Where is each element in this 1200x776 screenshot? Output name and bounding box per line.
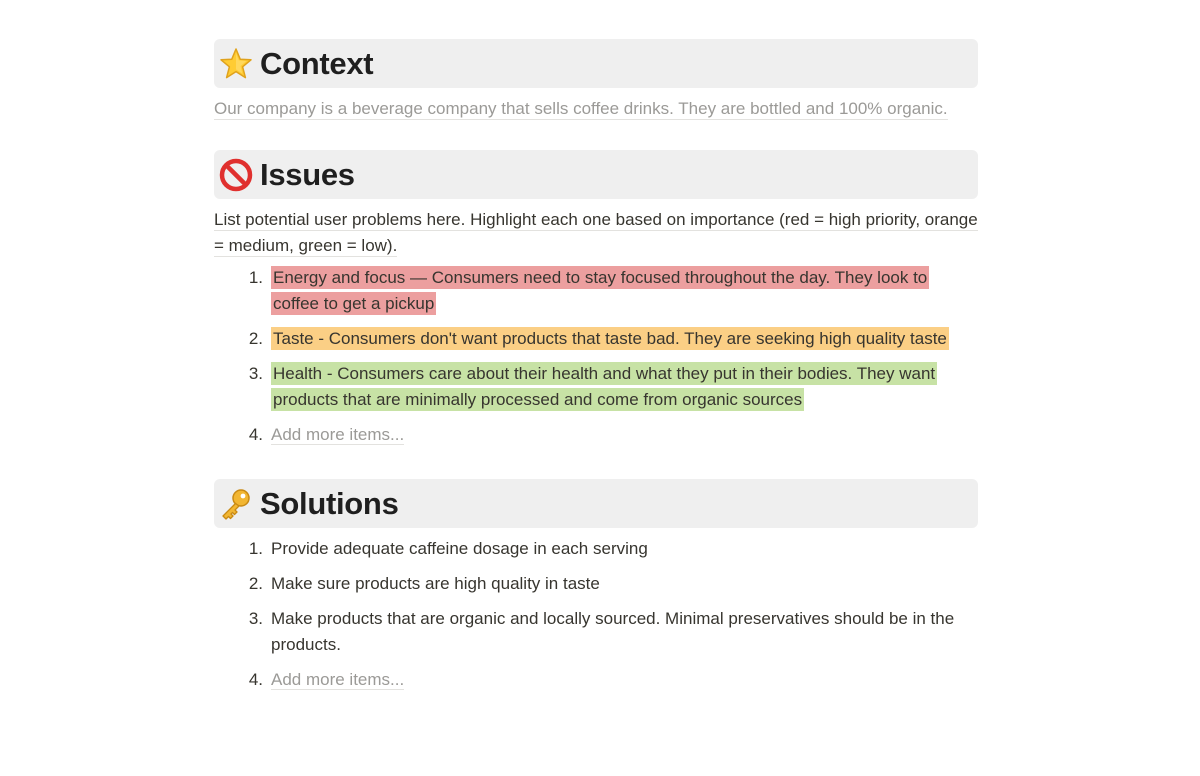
solutions-title: Solutions bbox=[260, 485, 399, 521]
list-number: 2. bbox=[248, 574, 263, 593]
solutions-header[interactable] bbox=[214, 479, 978, 528]
issues-title: Issues bbox=[260, 156, 355, 192]
context-header[interactable] bbox=[214, 39, 978, 88]
issue-high-priority: Energy and focus — Consumers need to stay focused throughout the day. They look to coffee to get a pickup bbox=[273, 268, 928, 313]
issue-medium-priority: Taste - Consumers don't want products that taste bad. They are seeking high quality taste bbox=[273, 329, 947, 348]
list-item[interactable] bbox=[214, 422, 978, 448]
context-title: Context bbox=[260, 45, 374, 81]
list-item[interactable] bbox=[214, 606, 978, 658]
list-number: 4. bbox=[248, 670, 263, 689]
issue-low-priority: Health - Consumers care about their health and what they put in their bodies. They want products that are minimally processed and come from organic sources bbox=[273, 364, 936, 409]
list-item[interactable] bbox=[214, 326, 978, 352]
list-item[interactable] bbox=[214, 536, 978, 562]
issues-header[interactable] bbox=[214, 150, 978, 199]
solution-text: Make products that are organic and locally sourced. Minimal preservatives should be in the products. bbox=[271, 609, 955, 654]
add-more-placeholder: Add more items... bbox=[271, 425, 405, 444]
solution-text: Provide adequate caffeine dosage in each serving bbox=[271, 539, 648, 558]
list-item[interactable] bbox=[214, 361, 978, 413]
no-entry-icon bbox=[218, 157, 254, 193]
document-page bbox=[214, 0, 978, 693]
issues-list bbox=[214, 265, 978, 448]
list-number: 3. bbox=[248, 364, 263, 383]
list-item[interactable] bbox=[214, 265, 978, 317]
list-item[interactable] bbox=[214, 667, 978, 693]
context-body[interactable] bbox=[214, 96, 978, 122]
list-number: 2. bbox=[248, 329, 263, 348]
list-number: 3. bbox=[248, 609, 263, 628]
list-number: 4. bbox=[248, 425, 263, 444]
issues-body-text: List potential user problems here. Highlight each one based on importance (red = high priority, orange = medium, green = low). bbox=[214, 210, 978, 255]
solution-text: Make sure products are high quality in taste bbox=[271, 574, 600, 593]
list-number: 1. bbox=[248, 268, 263, 287]
list-item[interactable] bbox=[214, 571, 978, 597]
list-number: 1. bbox=[248, 539, 263, 558]
add-more-placeholder: Add more items... bbox=[271, 670, 405, 689]
star-icon bbox=[218, 46, 254, 82]
issues-body[interactable] bbox=[214, 207, 978, 259]
context-body-text: Our company is a beverage company that sells coffee drinks. They are bottled and 100% organic. bbox=[214, 99, 948, 118]
solutions-list bbox=[214, 536, 978, 693]
key-icon bbox=[218, 486, 254, 522]
